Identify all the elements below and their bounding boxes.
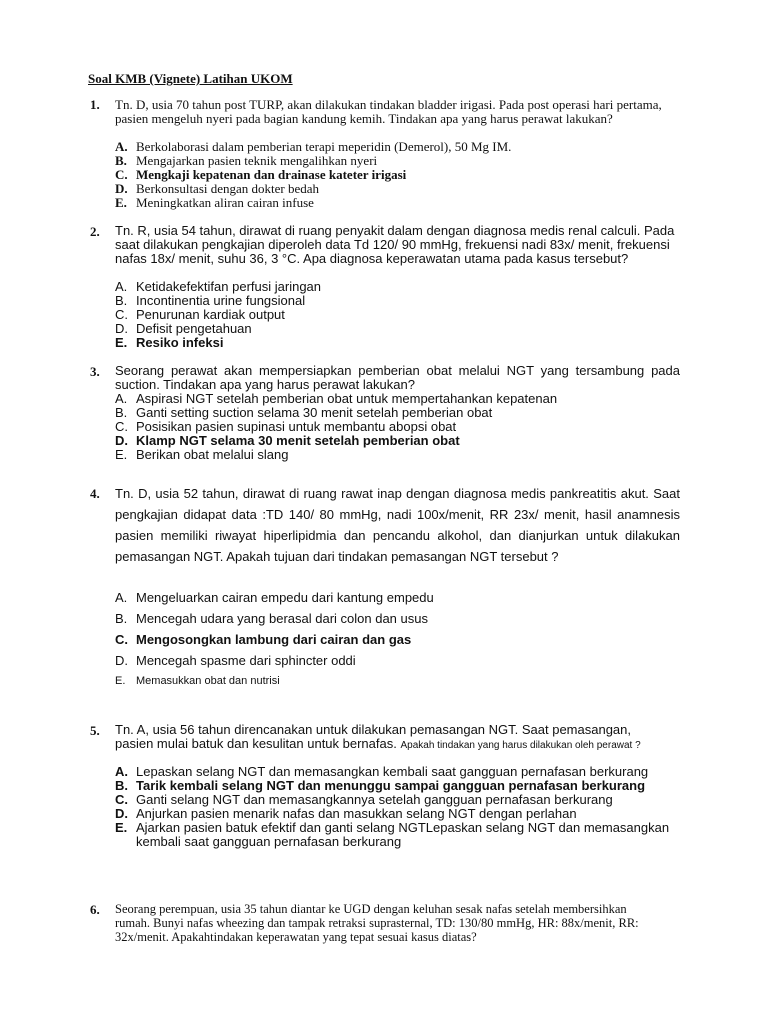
- option-a: A. Lepaskan selang NGT dan memasangkan kembali saat gangguan pernafasan berkurang: [115, 764, 649, 779]
- document-title: Soal KMB (Vignete) Latihan UKOM: [88, 71, 293, 86]
- option-d: D. Defisit pengetahuan: [115, 321, 252, 336]
- option-a: A. Ketidakefektifan perfusi jaringan: [115, 279, 322, 294]
- question-stem: [115, 723, 655, 753]
- question-number: 4.: [90, 486, 100, 501]
- option-b: B. Ganti setting suction selama 30 menit setelah pemberian obat: [115, 405, 493, 420]
- answer-options: [115, 140, 685, 210]
- question-number: 1.: [90, 97, 100, 112]
- question-stem-small: Apakah tindakan yang harus dilakukan oleh perawat ?: [400, 740, 641, 751]
- option-d: D. Mencegah spasme dari sphincter oddi: [115, 653, 356, 668]
- option-b: B. Mengajarkan pasien teknik mengalihkan nyeri: [115, 153, 378, 168]
- option-a: A. Mengeluarkan cairan empedu dari kantung empedu: [115, 590, 434, 605]
- question-stem: Seorang perempuan, usia 35 tahun diantar ke UGD dengan keluhan sesak nafas setelah membersihkan rumah. Bunyi nafas wheezing dan tampak retraksi suprasternal, TD: 130/80 mmHg, HR: 88x/menit, RR: 32x/menit. Apakahtindakan keperawatan yang tepat sesuai kasus diatas?: [115, 902, 639, 944]
- option-b: B. Mencegah udara yang berasal dari colon dan usus: [115, 611, 428, 626]
- option-e: E. Ajarkan pasien batuk efektif dan ganti selang NGTLepaskan selang NGT dan memasangkan kembali saat gangguan pernafasan berkurang: [115, 820, 670, 849]
- question-number: 3.: [90, 364, 100, 379]
- option-b: B. Tarik kembali selang NGT dan menunggu sampai gangguan pernafasan berkurang: [115, 778, 646, 793]
- question-stem: Tn. D, usia 52 tahun, dirawat di ruang rawat inap dengan diagnosa medis pankreatitis akut. Saat pengkajian didapat data :TD 140/ 80 mmHg, nadi 100x/menit, RR 23x/ menit, hasil anamnesis pasien memiliki riwayat hiperlipidmia dan pencandu alkohol, dan dianjurkan untuk dilakukan pemasangan NGT. Apakah tujuan dari tindakan pemasangan NGT tersebut ?: [115, 486, 680, 564]
- answer-options: [115, 587, 685, 692]
- option-d: D. Klamp NGT selama 30 menit setelah pemberian obat: [115, 433, 460, 448]
- option-d: D. Berkonsultasi dengan dokter bedah: [115, 181, 320, 196]
- question-stem: Tn. D, usia 70 tahun post TURP, akan dilakukan tindakan bladder irigasi. Pada post operasi hari pertama, pasien mengeluh nyeri pada bagian kandung kemih. Tindakan apa yang harus perawat lakukan?: [115, 97, 662, 126]
- option-b: B. Incontinentia urine fungsional: [115, 293, 306, 308]
- option-e: E. Memasukkan obat dan nutrisi: [115, 675, 280, 687]
- option-c: C. Ganti selang NGT dan memasangkannya setelah gangguan pernafasan berkurang: [115, 792, 613, 807]
- question-stem: Seorang perawat akan mempersiapkan pemberian obat melalui NGT yang tersambung pada suction. Tindakan apa yang harus perawat lakukan?: [115, 363, 680, 392]
- option-c: C. Mengkaji kepatenan dan drainase kateter irigasi: [115, 167, 407, 182]
- answer-options: [115, 392, 685, 462]
- question-number: 2.: [90, 224, 100, 239]
- option-c: C. Posisikan pasien supinasi untuk membantu abopsi obat: [115, 419, 457, 434]
- question-stem-main: Tn. A, usia 56 tahun direncanakan untuk dilakukan pemasangan NGT. Saat pemasangan, pasien mulai batuk dan kesulitan untuk bernafas.: [115, 722, 632, 751]
- option-c: C. Penurunan kardiak output: [115, 307, 285, 322]
- question-number: 5.: [90, 723, 100, 738]
- option-d: D. Anjurkan pasien menarik nafas dan masukkan selang NGT dengan perlahan: [115, 806, 577, 821]
- answer-options: [115, 765, 685, 849]
- question-number: 6.: [90, 902, 100, 917]
- option-c: C. Mengosongkan lambung dari cairan dan gas: [115, 632, 412, 647]
- option-a: A. Aspirasi NGT setelah pemberian obat untuk mempertahankan kepatenan: [115, 391, 558, 406]
- option-e: E. Meningkatkan aliran cairan infuse: [115, 195, 314, 210]
- option-e: E. Resiko infeksi: [115, 335, 224, 350]
- question-stem: Tn. R, usia 54 tahun, dirawat di ruang penyakit dalam dengan diagnosa medis renal calculi. Pada saat dilakukan pengkajian diperoleh data Td 120/ 90 mmHg, frekuensi nadi 83x/ menit, frekuensi nafas 18x/ menit, suhu 36, 3 °C. Apa diagnosa keperawatan utama pada kasus tersebut?: [115, 223, 675, 266]
- answer-options: [115, 280, 685, 350]
- option-a: A. Berkolaborasi dalam pemberian terapi meperidin (Demerol), 50 Mg IM.: [115, 139, 512, 154]
- option-e: E. Berikan obat melalui slang: [115, 447, 289, 462]
